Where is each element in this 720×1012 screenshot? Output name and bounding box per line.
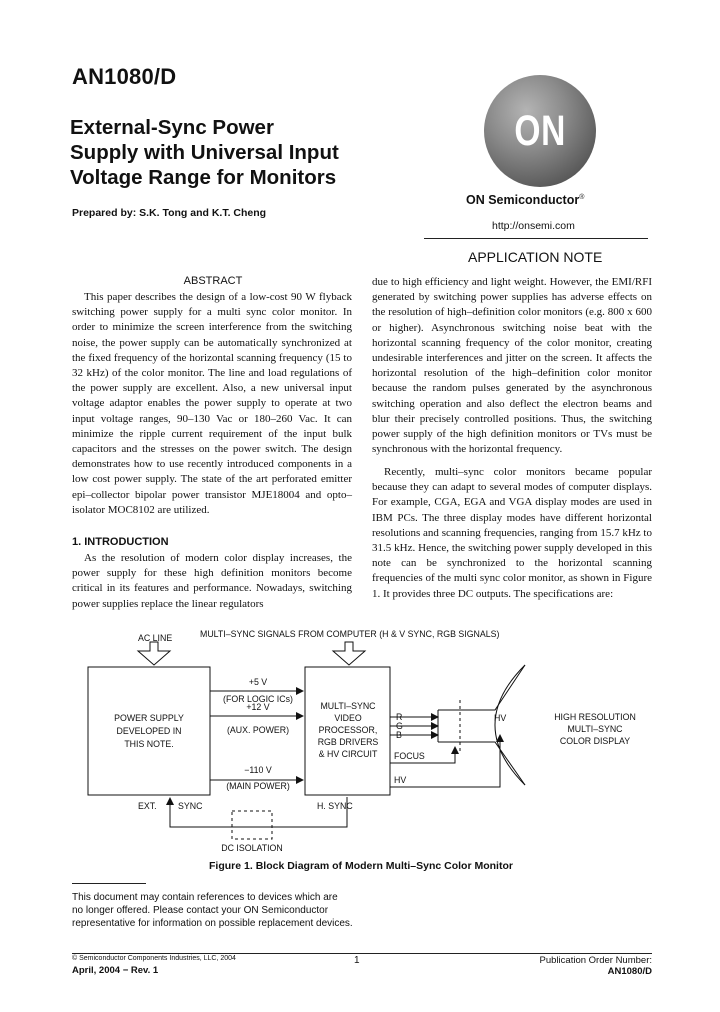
ext-label: EXT. — [138, 801, 157, 811]
display-line: COLOR DISPLAY — [559, 736, 631, 746]
crt-bell-top — [460, 665, 525, 710]
company-name — [466, 193, 584, 207]
company-label: ON Semiconductor — [466, 193, 580, 207]
psu-line: DEVELOPED IN — [116, 726, 182, 736]
title-line: External-Sync Power — [70, 116, 274, 139]
hv-line — [390, 735, 500, 787]
logo-text: ON — [514, 106, 566, 155]
sync-label: SYNC — [178, 801, 203, 811]
intro-paragraph-1-start: As the resolution of modern color display increases, the power supply for these high definition monitors become critical in its features and performance. Nowadays, switching power supplies replace the linear regulators — [72, 552, 352, 610]
proc-line: VIDEO — [334, 713, 362, 723]
prepared-by: Prepared by: S.K. Tong and K.T. Cheng — [72, 207, 267, 219]
dc-isolation-box — [232, 811, 272, 839]
date-revision: April, 2004 − Rev. 1 — [72, 965, 159, 976]
header-divider — [424, 238, 648, 239]
psu-line: THIS NOTE. — [124, 739, 174, 749]
g-label: G — [396, 721, 403, 731]
v2-note: (AUX. POWER) — [226, 725, 290, 735]
h-sync-label: H. SYNC — [317, 801, 353, 811]
section-label: APPLICATION NOTE — [468, 249, 603, 265]
intro-paragraph-2: Recently, multi–sync color monitors became popular because they can adapt to several modes of computer displays. For example, CGA, EGA and VGA display modes are used in IBM PCs. The three display modes have different horizontal resolutions and scanning frequencies, ranging from 15.7 kHz to 31.5 kHz. Hence, the switching power supply developed in this note can be synchronized to the horizontal scanning frequencies of the multi sync color monitor, as shown in Figure 1. It provides three DC outputs. The specifications are: — [372, 466, 652, 600]
page-number: 1 — [354, 955, 360, 966]
footer-divider — [72, 953, 652, 954]
footnote — [72, 891, 372, 930]
introduction-right-column — [372, 275, 652, 457]
title-line: Supply with Universal Input — [70, 141, 339, 164]
proc-line: RGB DRIVERS — [317, 737, 379, 747]
fig-ac-line: AC LINE — [138, 633, 173, 643]
fig-top-label: MULTI–SYNC SIGNALS FROM COMPUTER (H & V SYNC, RGB SIGNALS) — [200, 629, 500, 639]
display-line: MULTI–SYNC — [567, 724, 623, 734]
website-link[interactable]: http://onsemi.com — [492, 220, 575, 232]
abstract-body — [72, 290, 352, 518]
proc-line: PROCESSOR, — [318, 725, 378, 735]
introduction-left-column — [72, 551, 352, 612]
on-logo — [484, 75, 596, 187]
publication-label: Publication Order Number: — [539, 955, 652, 966]
sync-signals-arrow — [333, 642, 365, 665]
proc-line: & HV CIRCUIT — [318, 749, 378, 759]
document-number: AN1080/D — [72, 64, 177, 89]
v1-note: (FOR LOGIC ICs) — [223, 694, 293, 704]
proc-line: MULTI–SYNC — [320, 701, 376, 711]
title-line: Voltage Range for Monitors — [70, 166, 337, 189]
block-diagram — [70, 625, 670, 855]
registered-mark: ® — [579, 193, 585, 201]
b-label: B — [396, 730, 402, 740]
copyright: © Semiconductor Components Industries, LLC, 2004 — [72, 955, 236, 962]
v1-label: +5 V — [248, 677, 268, 687]
abstract-paragraph: This paper describes the design of a low-cost 90 W flyback switching power supply for a multi sync color monitor. In order to minimize the screen interference from the switching noise, the power supply can be automatically synchronized at the fixed frequency of the horizontal scanning frequency (15 to 32 kHz) of the color monitor. The line and load regulations of the power supply are excellent. Also, a new universal input voltage adaptor enables the power supply to operate at two input voltage ranges, 90–130 Vac or 180–260 Vac. It can minimize the ripple current requirement of the input bulk capacitors and the stresses on the power switch. The design demonstrates how to use recently introduced components in a low cost power supply. The state of the art perforated emitter epi–collector bipolar power transistor MJE18004 and opto–isolator MOC8102 are utilized. — [72, 291, 352, 516]
hv-label: HV — [394, 775, 407, 785]
r-label: R — [396, 712, 403, 722]
figure-caption: Figure 1. Block Diagram of Modern Multi–Sync Color Monitor — [209, 860, 513, 872]
footnote-divider — [72, 883, 146, 884]
document-title — [70, 115, 415, 190]
v3-note: (MAIN POWER) — [226, 781, 290, 791]
display-line: HIGH RESOLUTION — [554, 712, 636, 722]
introduction-right-column-2 — [372, 465, 652, 602]
v2-label: +12 V — [246, 702, 270, 712]
psu-line: POWER SUPPLY — [114, 713, 184, 723]
dc-isolation-label: DC ISOLATION — [221, 843, 283, 853]
ac-line-arrow — [138, 642, 170, 665]
footnote-line: representative for information on possible replacement devices. — [72, 918, 353, 929]
crt-bell-bottom — [460, 742, 525, 785]
introduction-heading: 1. INTRODUCTION — [72, 536, 169, 548]
focus-label: FOCUS — [394, 751, 425, 761]
crt-hv-label: HV — [494, 713, 507, 723]
footnote-line: no longer offered. Please contact your ON Semiconductor — [72, 905, 329, 916]
intro-paragraph-1-end: due to high efficiency and light weight. However, the EMI/RFI generated by switching power supplies has adverse effects on the resolution of high–definition color monitors (e.g. 800 x 600 or higher). Asynchronous switching noise beat with the horizontal scanning frequency of the color monitor, creating undesirable interferences and jitter on the screen. It affects the horizontal resolution of the high–definition color monitor because the random pulses generated by the asynchronous switching operation and also deflect the electron beams and blur their precisely controlled positions. Thus, the switching power supply of the high definition monitors or TVs must be synchronous with the horizontal frequency. — [372, 276, 652, 456]
publication-number: AN1080/D — [607, 966, 652, 977]
v3-label: −110 V — [244, 765, 272, 775]
abstract-heading: ABSTRACT — [183, 275, 243, 287]
footnote-line: This document may contain references to devices which are — [72, 892, 338, 903]
